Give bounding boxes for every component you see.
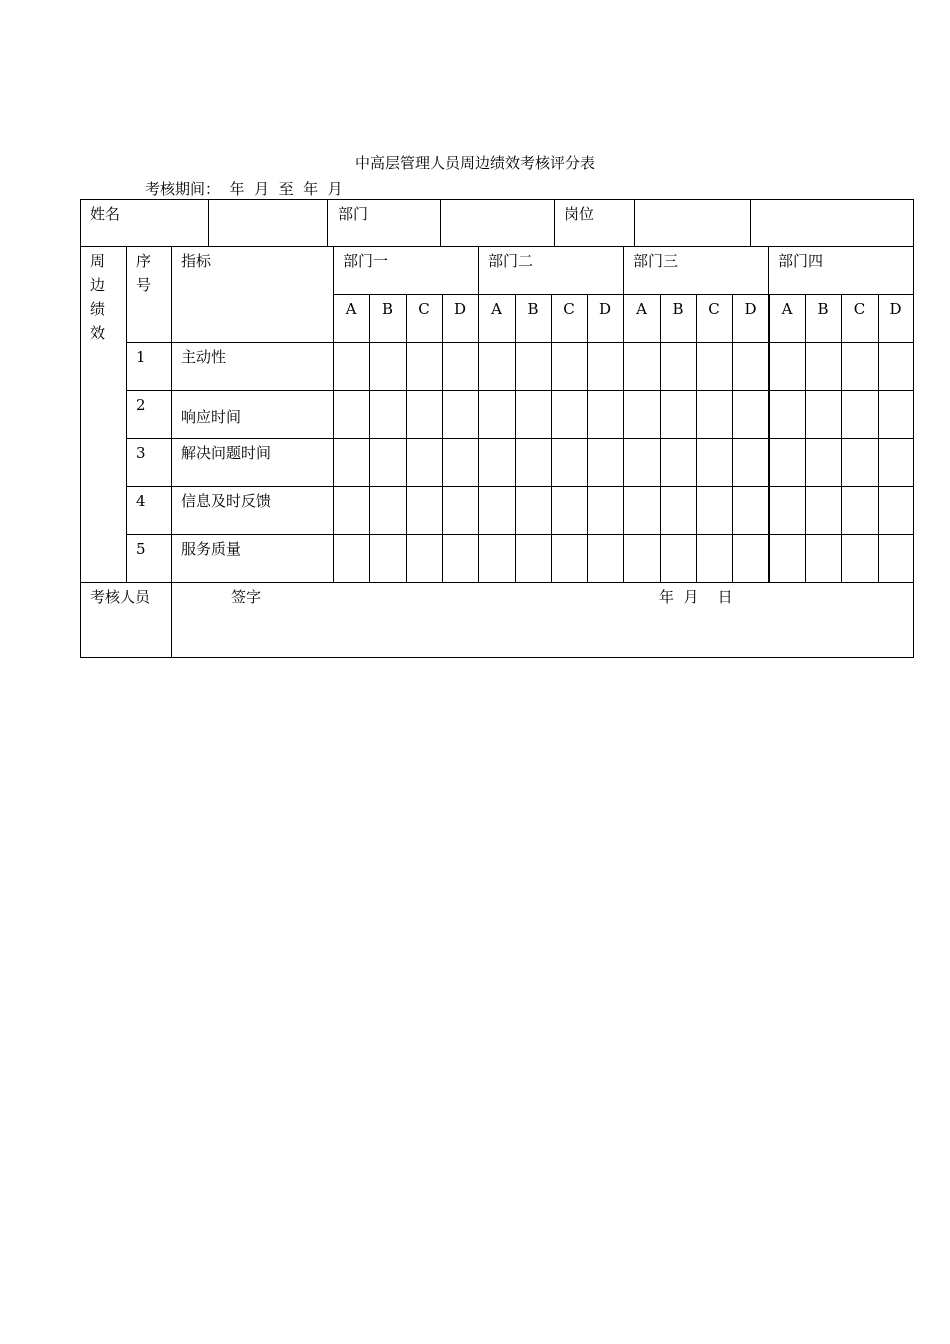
score-cell[interactable] (806, 391, 841, 438)
department-bottom-rule (333, 294, 914, 295)
score-cell[interactable] (588, 487, 623, 534)
score-cell[interactable] (733, 343, 769, 390)
grade-header-a: A (781, 300, 793, 318)
grade-header-c: C (418, 300, 430, 318)
grade-header-c: C (853, 300, 866, 318)
score-cell[interactable] (443, 487, 478, 534)
score-cell[interactable] (407, 535, 442, 582)
score-cell[interactable] (806, 535, 841, 582)
score-cell[interactable] (552, 391, 587, 438)
row-sequence-number: 4 (136, 492, 146, 510)
score-cell[interactable] (879, 439, 913, 486)
header-top-rule (80, 199, 914, 200)
score-cell[interactable] (661, 535, 696, 582)
indicator-header: 指标 (181, 252, 212, 270)
name-label: 姓名 (90, 205, 121, 223)
score-cell[interactable] (697, 343, 732, 390)
grade-header-a: A (345, 300, 357, 318)
score-cell[interactable] (733, 391, 769, 438)
score-cell[interactable] (842, 391, 878, 438)
score-cell[interactable] (443, 535, 478, 582)
department-header-4: 部门四 (778, 252, 824, 270)
score-cell[interactable] (552, 535, 587, 582)
position-label: 岗位 (564, 205, 595, 223)
score-cell[interactable] (661, 487, 696, 534)
score-cell[interactable] (552, 487, 587, 534)
grade-header-b: B (527, 300, 539, 318)
department-header-1: 部门一 (343, 252, 389, 270)
score-cell[interactable] (552, 343, 587, 390)
score-cell[interactable] (842, 343, 878, 390)
header-bottom-rule (80, 246, 914, 247)
score-cell[interactable] (588, 439, 623, 486)
score-cell[interactable] (770, 535, 805, 582)
document-title: 中高层管理人员周边绩效考核评分表 (354, 154, 595, 172)
department-header-2: 部门二 (488, 252, 534, 270)
extra-value-cell[interactable] (752, 201, 912, 245)
department-value-cell[interactable] (442, 201, 553, 245)
score-cell[interactable] (770, 343, 805, 390)
score-cell[interactable] (407, 439, 442, 486)
row-indicator-label: 解决问题时间 (181, 444, 272, 462)
score-cell[interactable] (879, 487, 913, 534)
row-sequence-number: 3 (136, 444, 146, 462)
header-cell-rule (208, 199, 209, 247)
score-cell[interactable] (370, 439, 406, 486)
score-cell[interactable] (516, 439, 551, 486)
score-cell[interactable] (516, 343, 551, 390)
score-cell[interactable] (770, 391, 805, 438)
grade-header-d: D (598, 300, 612, 318)
row-indicator-label: 响应时间 (181, 408, 242, 426)
score-cell[interactable] (842, 439, 878, 486)
signature-label: 签字 (231, 588, 262, 606)
score-cell[interactable] (624, 439, 660, 486)
score-cell[interactable] (370, 535, 406, 582)
table-left-rule (80, 246, 81, 658)
seq-column-rule (126, 246, 127, 583)
header-cell-rule (327, 199, 328, 247)
header-cell-rule (80, 199, 81, 247)
score-cell[interactable] (479, 343, 515, 390)
score-cell[interactable] (806, 487, 841, 534)
score-cell[interactable] (661, 343, 696, 390)
score-cell[interactable] (443, 343, 478, 390)
score-cell[interactable] (443, 391, 478, 438)
score-cell[interactable] (879, 391, 913, 438)
score-cell[interactable] (770, 439, 805, 486)
score-cell[interactable] (334, 487, 369, 534)
department-label: 部门 (338, 205, 369, 223)
score-cell[interactable] (624, 343, 660, 390)
signature-date-label: 年 月 日 (659, 588, 733, 606)
score-cell[interactable] (770, 487, 805, 534)
header-cell-rule (750, 199, 751, 247)
row-indicator-label: 服务质量 (181, 540, 242, 558)
grade-header-b: B (381, 300, 394, 318)
grade-header-b: B (672, 300, 684, 318)
score-cell[interactable] (661, 391, 696, 438)
score-cell[interactable] (370, 343, 406, 390)
header-cell-rule (554, 199, 555, 247)
score-cell[interactable] (697, 487, 732, 534)
score-cell[interactable] (879, 343, 913, 390)
score-cell[interactable] (407, 391, 442, 438)
signature-area[interactable] (172, 610, 912, 656)
row-sequence-number: 1 (136, 348, 146, 366)
score-cell[interactable] (697, 391, 732, 438)
grade-header-b: B (817, 300, 829, 318)
grade-header-d: D (744, 300, 757, 318)
score-cell[interactable] (879, 535, 913, 582)
score-cell[interactable] (697, 439, 732, 486)
score-cell[interactable] (733, 487, 769, 534)
grade-header-d: D (453, 300, 467, 318)
score-cell[interactable] (806, 439, 841, 486)
row-sequence-number: 2 (136, 396, 146, 414)
grade-header-c: C (563, 300, 575, 318)
section-label-peripheral-performance: 周 边 绩 效 (90, 252, 106, 342)
score-cell[interactable] (624, 391, 660, 438)
score-cell[interactable] (370, 487, 406, 534)
score-cell[interactable] (842, 535, 878, 582)
grade-header-a: A (491, 300, 502, 318)
score-cell[interactable] (806, 343, 841, 390)
score-cell[interactable] (516, 535, 551, 582)
score-cell[interactable] (516, 487, 551, 534)
department-header-3: 部门三 (633, 252, 679, 270)
score-cell[interactable] (334, 391, 369, 438)
row-sequence-number: 5 (136, 540, 146, 558)
sequence-header: 序 号 (136, 252, 152, 294)
score-cell[interactable] (624, 487, 660, 534)
score-cell[interactable] (334, 535, 369, 582)
footer-bottom-rule (80, 657, 914, 658)
score-cell[interactable] (479, 535, 515, 582)
score-cell[interactable] (370, 391, 406, 438)
score-cell[interactable] (733, 535, 769, 582)
score-cell[interactable] (479, 439, 515, 486)
score-cell[interactable] (479, 391, 515, 438)
score-cell[interactable] (334, 439, 369, 486)
score-cell[interactable] (479, 487, 515, 534)
score-cell[interactable] (443, 439, 478, 486)
grade-header-c: C (708, 300, 720, 318)
indicator-column-rule (171, 246, 172, 658)
position-value-cell[interactable] (636, 201, 749, 245)
reviewer-label: 考核人员 (90, 588, 151, 606)
score-cell[interactable] (588, 535, 623, 582)
assessment-period: 考核期间： 年 月 至 年 月 (145, 180, 343, 198)
score-cell[interactable] (407, 487, 442, 534)
score-cell[interactable] (733, 439, 769, 486)
score-cell[interactable] (334, 343, 369, 390)
grade-header-a: A (636, 300, 647, 318)
row-indicator-label: 信息及时反馈 (181, 492, 272, 510)
score-cell[interactable] (697, 535, 732, 582)
row-indicator-label: 主动性 (181, 348, 227, 366)
header-cell-rule (913, 199, 914, 247)
score-cell[interactable] (407, 343, 442, 390)
score-cell[interactable] (588, 391, 623, 438)
header-cell-rule (440, 199, 441, 247)
grid-bottom-rule (80, 582, 914, 583)
grade-header-d: D (889, 300, 902, 318)
score-cell[interactable] (661, 439, 696, 486)
header-cell-rule (634, 199, 635, 247)
score-cell[interactable] (516, 391, 551, 438)
name-value-cell[interactable] (210, 201, 326, 245)
score-cell[interactable] (588, 343, 623, 390)
score-cell[interactable] (552, 439, 587, 486)
score-cell[interactable] (842, 487, 878, 534)
score-cell[interactable] (624, 535, 660, 582)
